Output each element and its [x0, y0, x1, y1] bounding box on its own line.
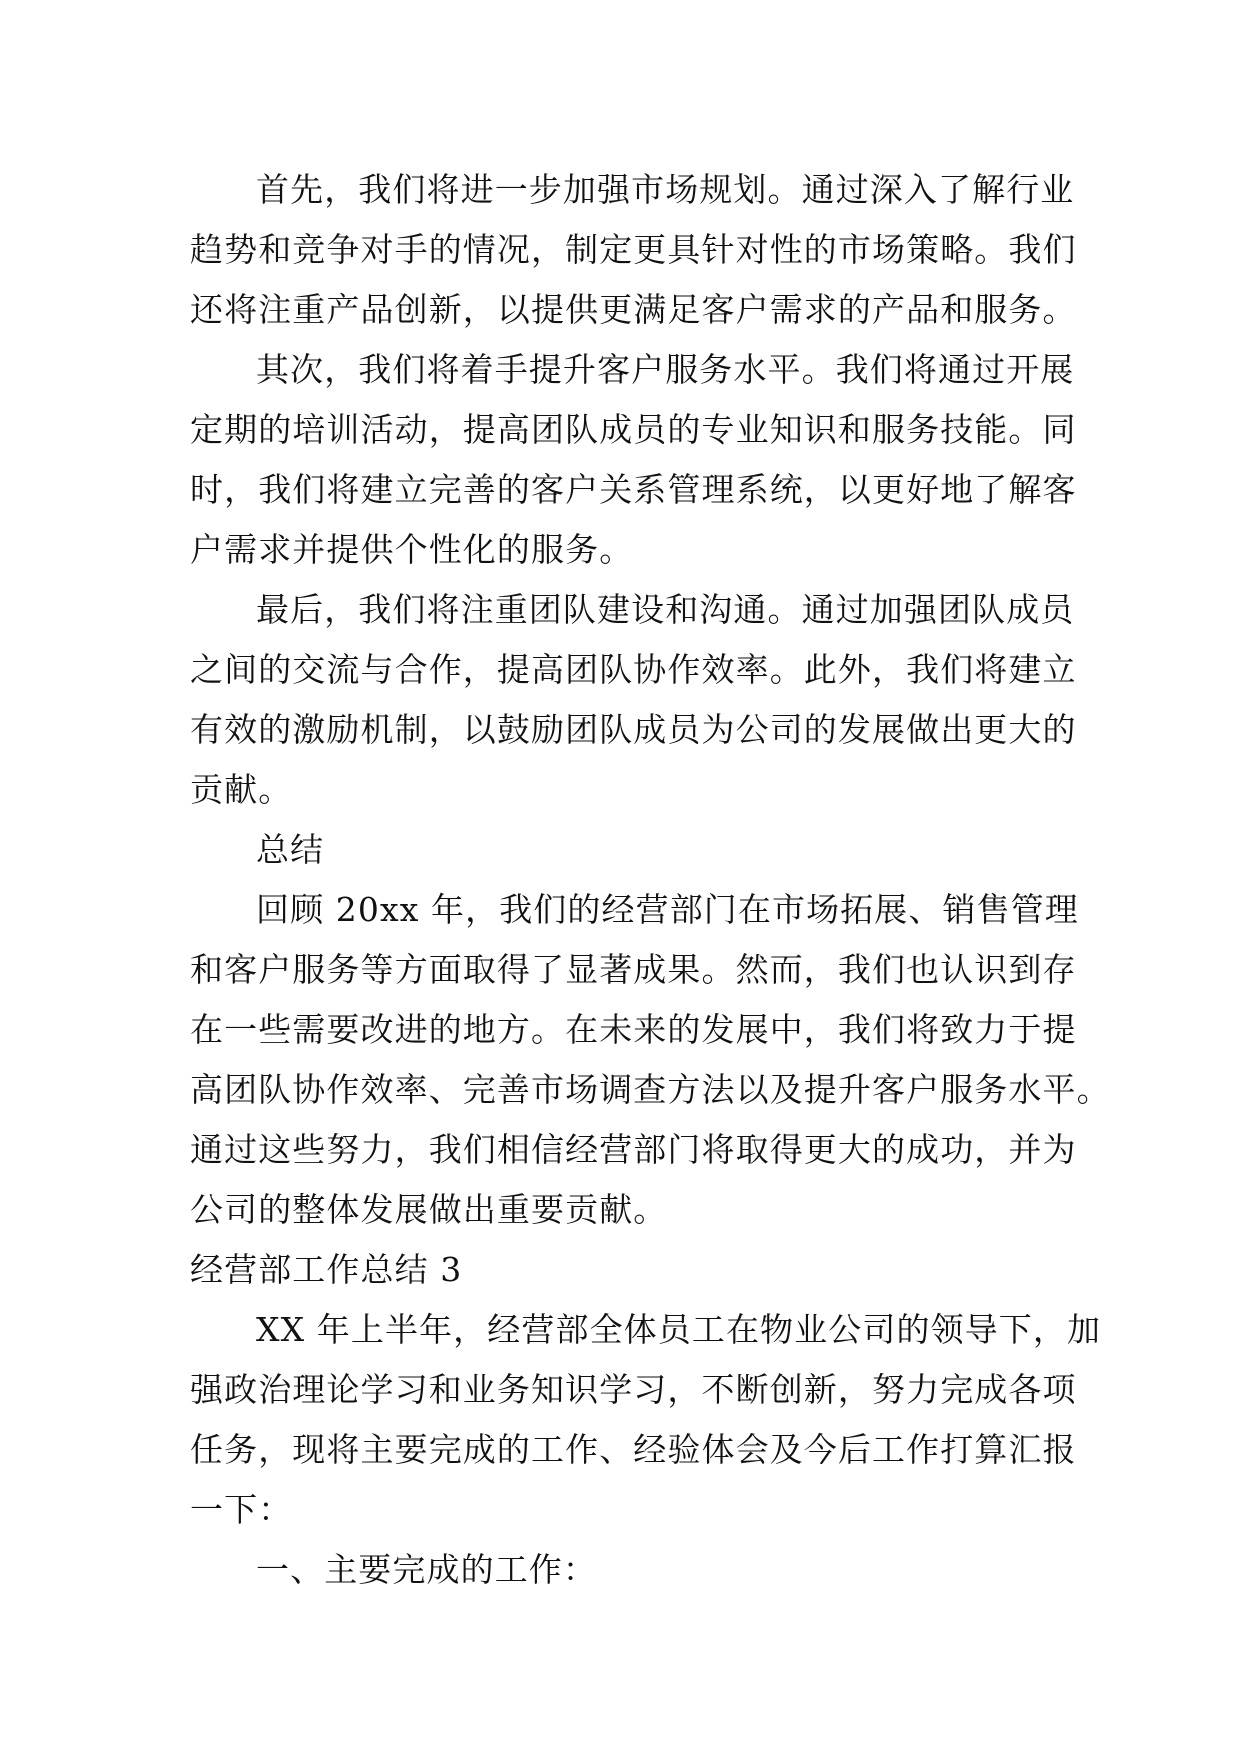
paragraph-line: XX 年上半年，经营部全体员工在物业公司的领导下，加 [256, 1310, 1102, 1349]
paragraph-line: 趋势和竞争对手的情况，制定更具针对性的市场策略。我们 [190, 230, 1077, 269]
document-section-title: 经营部工作总结 3 [190, 1250, 463, 1289]
paragraph-line: 任务，现将主要完成的工作、经验体会及今后工作打算汇报 [190, 1430, 1077, 1469]
paragraph-line: 还将注重产品创新，以提供更满足客户需求的产品和服务。 [190, 290, 1077, 329]
paragraph-line: 最后，我们将注重团队建设和沟通。通过加强团队成员 [256, 590, 1075, 629]
paragraph-line: 时，我们将建立完善的客户关系管理系统，以更好地了解客 [190, 470, 1077, 509]
paragraph-line: 有效的激励机制，以鼓励团队成员为公司的发展做出更大的 [190, 710, 1077, 749]
paragraph-line: 定期的培训活动，提高团队成员的专业知识和服务技能。同 [190, 410, 1077, 449]
section-heading-summary: 总结 [256, 830, 325, 869]
paragraph-line: 之间的交流与合作，提高团队协作效率。此外，我们将建立 [190, 650, 1077, 689]
paragraph-line: 一下： [190, 1490, 293, 1529]
paragraph-line: 回顾 20xx 年，我们的经营部门在市场拓展、销售管理 [256, 890, 1079, 929]
paragraph-line: 公司的整体发展做出重要贡献。 [190, 1190, 668, 1229]
paragraph-line: 首先，我们将进一步加强市场规划。通过深入了解行业 [256, 170, 1075, 209]
document-body [190, 160, 1111, 1600]
paragraph-line: 贡献。 [190, 770, 293, 809]
paragraph-line: 通过这些努力，我们相信经营部门将取得更大的成功，并为 [190, 1130, 1077, 1169]
paragraph-line: 在一些需要改进的地方。在未来的发展中，我们将致力于提 [190, 1010, 1077, 1049]
list-heading-main-work: 一、主要完成的工作： [256, 1550, 597, 1589]
paragraph-line: 户需求并提供个性化的服务。 [190, 530, 634, 569]
paragraph-line: 和客户服务等方面取得了显著成果。然而，我们也认识到存 [190, 950, 1077, 989]
paragraph-line: 其次，我们将着手提升客户服务水平。我们将通过开展 [256, 350, 1075, 389]
paragraph-line: 强政治理论学习和业务知识学习，不断创新，努力完成各项 [190, 1370, 1077, 1409]
paragraph-line: 高团队协作效率、完善市场调查方法以及提升客户服务水平。 [190, 1070, 1111, 1109]
